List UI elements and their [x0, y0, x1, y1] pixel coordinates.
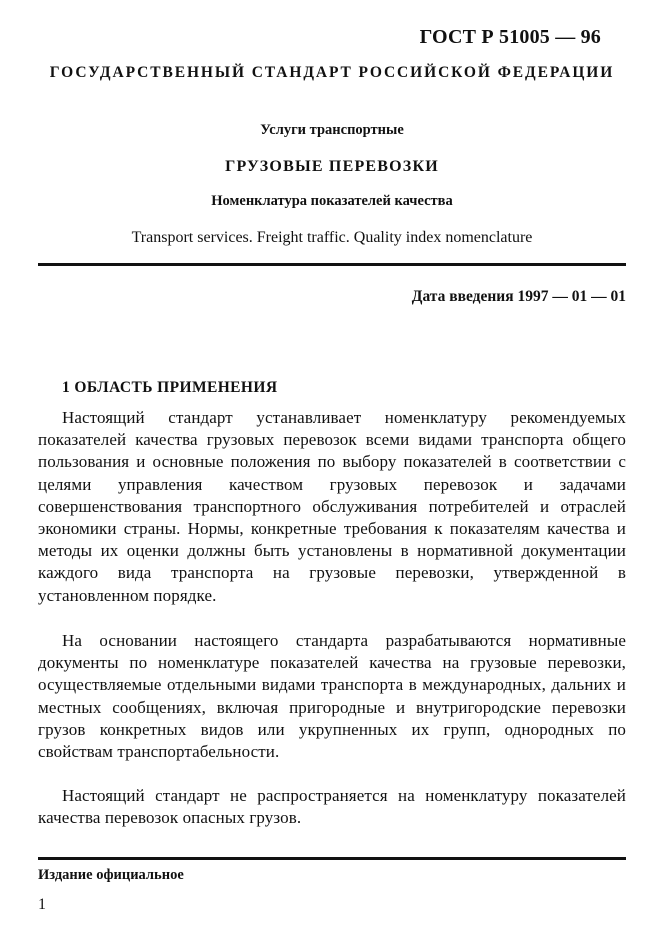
subtitle-bottom: Номенклатура показателей качества [211, 193, 453, 209]
subtitle-top: Услуги транспортные [260, 122, 404, 138]
main-title: ГРУЗОВЫЕ ПЕРЕВОЗКИ [225, 158, 439, 175]
official-edition-label: Издание официальное [38, 867, 184, 883]
document-code: ГОСТ Р 51005 — 96 [419, 26, 601, 48]
top-divider [38, 263, 626, 266]
bottom-divider [38, 857, 626, 860]
paragraph-2: На основании настоящего стандарта разрабатываются нормативные документы по номенклатуре показателей качества на грузовые перевозки, осуществляемые отдельными видами транспорта в международных, дальних и местных сообщениях, включая пригородные и внутригородские перевозки грузов конкретных видов или укрупненных их групп, однородных по свойствам транспортабельности. [38, 631, 626, 762]
effective-date: Дата введения 1997 — 01 — 01 [411, 288, 626, 305]
page-number: 1 [38, 896, 46, 913]
state-standard-heading: ГОСУДАРСТВЕННЫЙ СТАНДАРТ РОССИЙСКОЙ ФЕДЕРАЦИИ [49, 64, 615, 81]
english-title: Transport services. Freight traffic. Quality index nomenclature [131, 229, 533, 246]
paragraph-3: Настоящий стандарт не распространяется на номенклатуру показателей качества перевозок опасных грузов. [38, 786, 626, 828]
section-heading: 1 ОБЛАСТЬ ПРИМЕНЕНИЯ [62, 379, 278, 396]
paragraph-1: Настоящий стандарт устанавливает номенклатуру рекомендуемых показателей качества грузовых перевозок всеми видами транспорта общего пользования и основные положения по выбору показателей в соответствии с целями управления качеством грузовых перевозок и задачами совершенствования транспортного обслуживания потребителей и отраслей экономики страны. Нормы, конкретные требования к показателям качества и методы их оценки должны быть установлены в нормативной документации каждого вида транспорта на грузовые перевозки, утвержденной в установленном порядке. [38, 408, 626, 605]
